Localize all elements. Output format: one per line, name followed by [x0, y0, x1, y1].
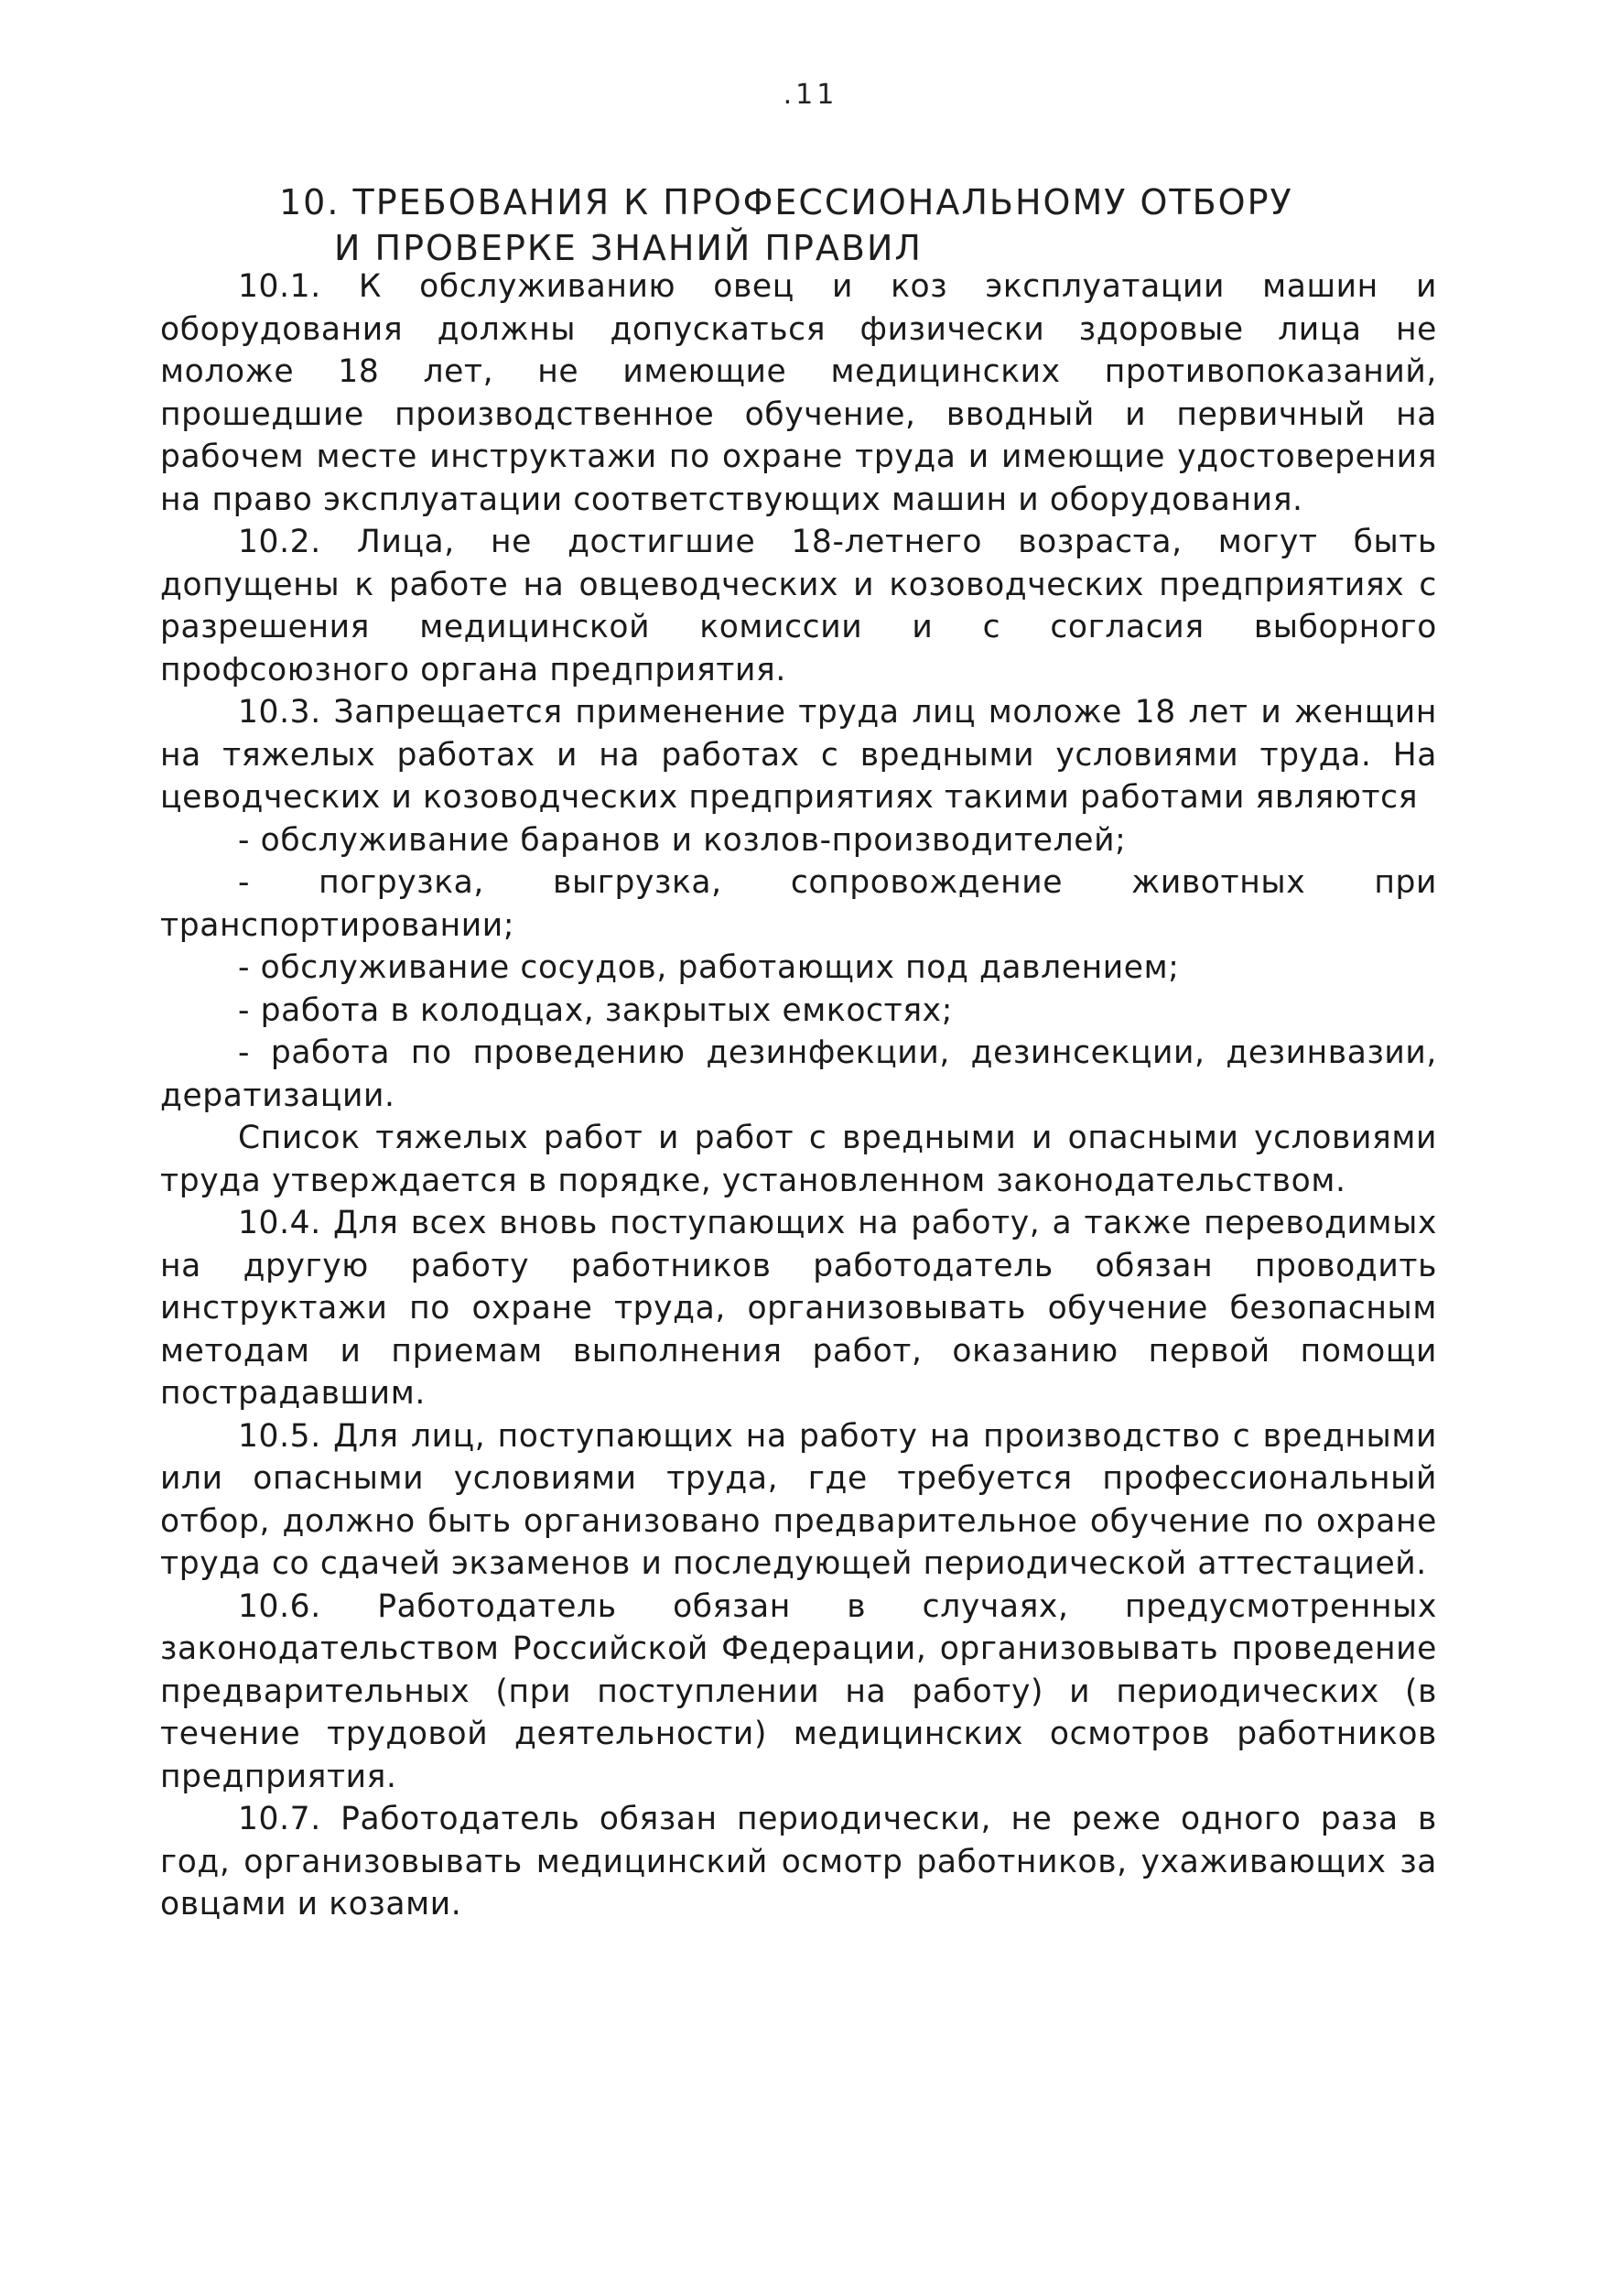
list-item: - погрузка, выгрузка, сопровождение животных при транспортировании; — [160, 864, 1437, 944]
paragraph-10-2: 10.2. Лица, не достигшие 18-летнего возраста, могут быть допущены к работе на овцеводческих и козоводческих предприятиях с разрешения медицинской комиссии и с согласия выборного профсоюзного органа предприятия. — [160, 524, 1437, 688]
section-heading-line-1: 10. ТРЕБОВАНИЯ К ПРОФЕССИОНАЛЬНОМУ ОТБОРУ — [279, 182, 1293, 222]
list-item: - работа по проведению дезинфекции, дезинсекции, дезинвазии, дератизации. — [160, 1034, 1437, 1114]
paragraph-10-1: 10.1. К обслуживанию овец и коз эксплуатации машин и оборудования должны допускаться физически здоровые лица не моложе 18 лет, не имеющие медицинских противопоказаний, прошедшие производственное обучение, вводный и первичный на рабочем месте инструктажи по охране труда и имеющие удостоверения на право эксплуатации соответствующих машин и оборудования. — [160, 268, 1437, 518]
list-item: - работа в колодцах, закрытых емкостях; — [238, 991, 953, 1029]
section-body — [160, 265, 1437, 1926]
section-heading-line-2: И ПРОВЕРКЕ ЗНАНИЙ ПРАВИЛ — [334, 228, 923, 268]
page-number: .11 — [783, 79, 838, 111]
paragraph-10-3: 10.3. Запрещается применение труда лиц моложе 18 лет и женщин на тяжелых работах и на работах с вредными условиями труда. На цеводческих и козоводческих предприятиях такими работами являются — [160, 694, 1437, 816]
list-item: - обслуживание сосудов, работающих под давлением; — [238, 949, 1180, 986]
paragraph-10-4: 10.4. Для всех вновь поступающих на работу, а также переводимых на другую работу работников работодатель обязан проводить инструктажи по охране труда, организовывать обучение безопасным методам и приемам выполнения работ, оказанию первой помощи пострадавшим. — [160, 1205, 1437, 1412]
paragraph-10-6: 10.6. Работодатель обязан в случаях, предусмотренных законодательством Российской Федерации, организовывать проведение предварительных (при поступлении на работу) и периодических (в течение трудовой деятельности) медицинских осмотров работников предприятия. — [160, 1587, 1437, 1795]
paragraph-hazard-list-note: Список тяжелых работ и работ с вредными и опасными условиями труда утверждается в порядке, установленном законодательством. — [160, 1120, 1437, 1199]
list-item: - обслуживание баранов и козлов-производителей; — [238, 821, 1127, 859]
paragraph-10-7: 10.7. Работодатель обязан периодически, не реже одного раза в год, организовывать медицинский осмотр работников, ухаживающих за овцами и козами. — [160, 1801, 1437, 1922]
paragraph-10-5: 10.5. Для лиц, поступающих на работу на производство с вредными или опасными условиями труда, где требуется профессиональный отбор, должно быть организовано предварительное обучение по охране труда со сдачей экзаменов и последующей периодической аттестацией. — [160, 1417, 1437, 1582]
section-heading — [279, 179, 1469, 271]
